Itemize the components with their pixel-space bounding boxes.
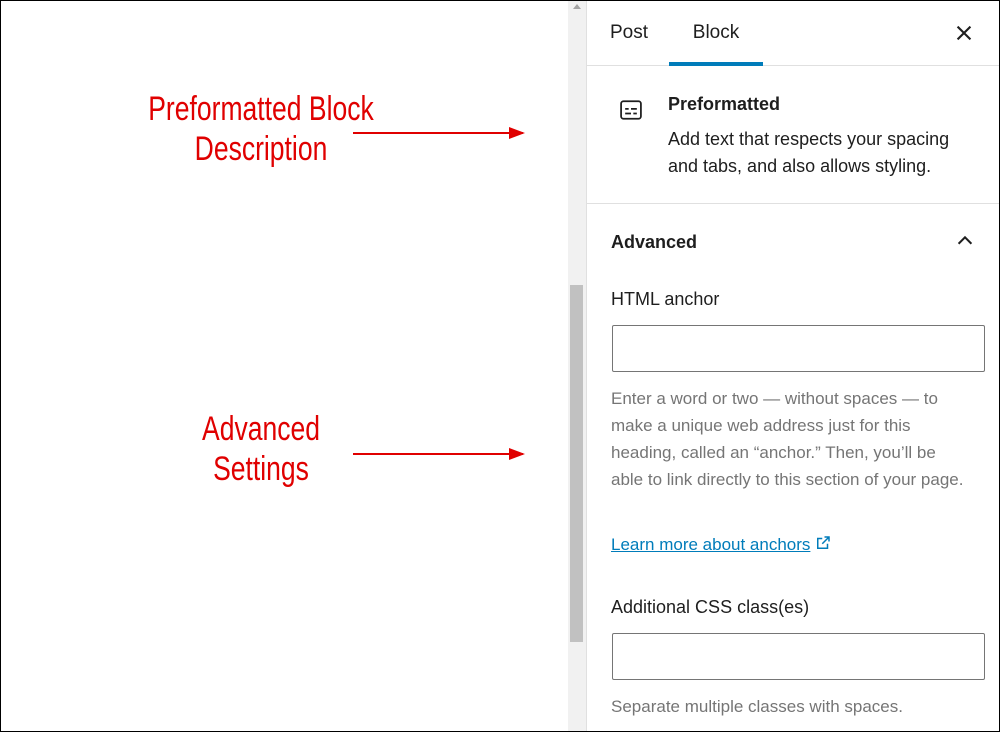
annotation-advanced-settings: [144, 409, 378, 489]
close-sidebar-button[interactable]: [950, 19, 978, 47]
learn-more-anchors-link[interactable]: [611, 534, 832, 557]
panel-title: Advanced: [611, 232, 698, 252]
scroll-up-arrow-icon[interactable]: [573, 4, 581, 9]
chevron-up-icon: [954, 230, 976, 255]
link-label: Learn more about anchors: [611, 535, 811, 554]
block-description: Add text that respects your spacing and tabs, and also allows styling.: [668, 129, 950, 176]
block-card: [587, 66, 1000, 204]
html-anchor-help: Enter a word or two — without spaces — to make a unique web address just for this heading, called an “anchor.” Then, you’ll be able to link directly to this section of your page.: [611, 389, 964, 489]
annotation-block-description: [105, 89, 417, 169]
advanced-panel: [587, 204, 1000, 731]
annotation-line: Preformatted Block: [148, 90, 374, 128]
editor-canvas: [1, 1, 568, 731]
scrollbar-thumb[interactable]: [570, 285, 583, 642]
css-class-label: Additional CSS class(es): [611, 597, 810, 617]
annotation-line: Settings: [213, 450, 309, 488]
external-link-icon: [814, 534, 832, 557]
tab-post[interactable]: Post: [609, 1, 649, 65]
html-anchor-label: HTML anchor: [611, 289, 720, 309]
css-class-help: Separate multiple classes with spaces.: [611, 697, 903, 716]
html-anchor-input[interactable]: [612, 325, 985, 372]
close-icon: [950, 35, 978, 50]
sidebar-tabs: [587, 1, 1000, 66]
css-class-input[interactable]: [612, 633, 985, 680]
annotation-arrow: [353, 132, 523, 134]
settings-sidebar: [586, 1, 1000, 731]
preformatted-icon: [617, 96, 645, 129]
vertical-scrollbar[interactable]: [568, 1, 586, 731]
block-title: Preformatted: [668, 94, 781, 114]
annotation-line: Description: [194, 130, 328, 168]
annotation-arrow: [353, 453, 523, 455]
annotation-line: Advanced: [202, 410, 320, 448]
advanced-panel-toggle[interactable]: [587, 204, 1000, 282]
tab-block[interactable]: Block: [669, 1, 763, 65]
